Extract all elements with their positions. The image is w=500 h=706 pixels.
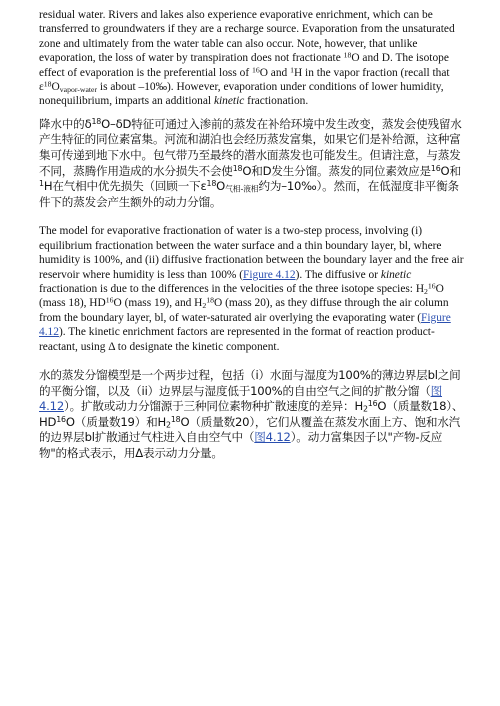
text: O（质量数18）、HD <box>39 399 464 429</box>
superscript: 16 <box>105 295 114 305</box>
superscript: 16 <box>427 281 436 291</box>
text: 约为–10‰）。然而，在低湿度非平衡条件下的蒸发会产生额外的动力分馏。 <box>39 179 459 209</box>
text: O（质量数19）和H <box>65 414 167 429</box>
text: 水的蒸发分馏模型是一个两步过程，包括（i）水面与湿度为100%的薄边界层bl之间的平衡分馏，以及（ii）边界层与湿度低于100%的自由空气之间的扩散分馏（ <box>39 368 461 398</box>
text: is about –10‰). However, evaporation under conditions of lower humidity, nonequilibrium, imparts an additional <box>39 81 444 108</box>
spacer <box>39 354 465 368</box>
superscript: 16 <box>430 163 441 173</box>
paragraph-chinese-evaporation <box>39 117 465 211</box>
emphasis: kinetic <box>213 95 245 108</box>
text: O和 <box>440 163 461 178</box>
text: O和D发生分馏。蒸发的同位素效应是 <box>242 163 431 178</box>
text: H in the vapor fraction (recall that ε <box>39 66 450 94</box>
paragraph-english-evaporation <box>39 8 465 109</box>
subscript: 2 <box>362 404 368 414</box>
text: O and <box>259 66 291 79</box>
superscript: 1 <box>39 179 44 189</box>
text: ）。动力富集因子以"产物-反应物"的格式表示，用Δ表示动力分量。 <box>39 430 443 461</box>
text: O (mass 19), and H <box>113 297 203 310</box>
superscript: 18 <box>343 50 352 60</box>
emphasis: kinetic <box>380 268 412 281</box>
text: ). The diffusive or <box>295 268 381 281</box>
paragraph-chinese-model <box>39 368 465 462</box>
text: O and D. The isotope effect of evaporation is the preferential loss of <box>39 52 449 79</box>
subscript: 2 <box>424 286 428 296</box>
superscript: 18 <box>170 414 181 424</box>
subscript: vapor-water <box>59 84 98 94</box>
spacer <box>39 210 465 224</box>
superscript: 1 <box>290 65 294 75</box>
text: ）。扩散或动力分馏源于三种同位素物种扩散速度的差异：H <box>64 399 363 414</box>
figure-4-12-link[interactable]: 图4.12 <box>254 430 291 445</box>
superscript: 18 <box>206 179 217 189</box>
text: O <box>216 179 226 194</box>
document-page <box>39 8 465 462</box>
text: fractionation is due to the differences in the velocities of the three isotope species: H <box>39 283 425 296</box>
text: The model for evaporative fractionation of water is a two-step process, involving (i) equilibrium fractionation between the water surface and a thin boundary layer, bl, where humidity is 100%, and (ii) diffusive fractionation between the boundary layer and the free air reservoir where humidity is less than 100% ( <box>39 225 464 281</box>
superscript: 18 <box>91 116 102 126</box>
superscript: 18 <box>206 295 215 305</box>
superscript: 18 <box>43 79 52 89</box>
subscript: 气相-液相 <box>225 184 259 194</box>
figure-4-12-link[interactable]: 图4.12 <box>39 383 443 414</box>
figure-4-12-link[interactable]: Figure 4.12 <box>39 311 451 339</box>
text: ). The kinetic enrichment factors are represented in the format of reaction product-reactant, using Δ to designate the kinetic component. <box>39 326 435 353</box>
text: fractionation. <box>244 95 309 108</box>
text: O (mass 18), HD <box>39 283 444 310</box>
subscript: 2 <box>166 420 171 430</box>
figure-4-12-link[interactable]: Figure 4.12 <box>243 268 296 281</box>
text: 降水中的δ <box>39 116 92 131</box>
superscript: 16 <box>56 414 66 424</box>
superscript: 16 <box>367 399 378 409</box>
superscript: 16 <box>251 65 260 75</box>
text: O（质量数20），它们从覆盖在蒸发水面上方、饱和水汽的边界层bl扩散通过气柱进入自由空气中（ <box>39 414 461 445</box>
text: O (mass 20), as they diffuse through the air column from the boundary layer, bl, of water-saturated air overlying the evaporating water ( <box>39 297 449 324</box>
paragraph-english-model <box>39 224 465 354</box>
subscript: 2 <box>202 301 207 311</box>
spacer <box>39 109 465 117</box>
text: O–δD特征可通过入渗前的蒸发在补给环境中发生改变，蒸发会使残留水产生特征的同位素富集。河流和湖泊也会经历蒸发富集，如果它们是补给源，这种富集可传递到地下水中。包气带乃至最终的潜水面蒸发也可能发生。但请注意，与蒸发不同，蒸腾作用造成的水分损失不会使 <box>39 116 462 178</box>
text: O <box>51 81 60 94</box>
superscript: 18 <box>232 163 243 173</box>
text: residual water. Rivers and lakes also experience evaporative enrichment, which can be transferred to groundwaters if they are a recharge source. Evaporation from the unsaturated zone and ultimately from the water table can also occur. Note, however, that unlike evaporation, the loss of water by transpiration does not fractionate <box>39 9 455 65</box>
text: H在气相中优先损失（回顾一下ε <box>43 179 207 194</box>
